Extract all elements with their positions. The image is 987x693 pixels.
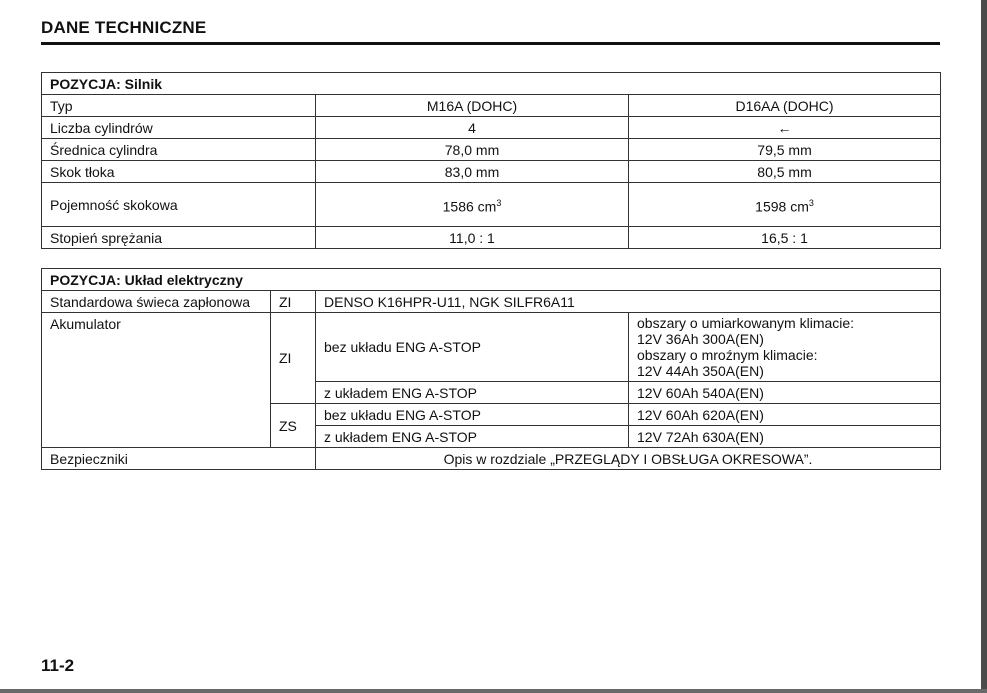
- table-row: [42, 183, 941, 227]
- same-as-left-arrow: ←: [629, 117, 941, 139]
- row-label: Typ: [42, 95, 316, 117]
- table-row: [42, 291, 941, 313]
- engine-spec-table: [41, 72, 941, 249]
- table-row: [42, 313, 941, 382]
- table-row: [42, 95, 941, 117]
- battery-variant: z układem ENG A-STOP: [316, 426, 629, 448]
- page-edge-shadow: [981, 0, 987, 693]
- table-row: [42, 448, 941, 470]
- displacement-value: 1598 cm: [755, 198, 809, 215]
- m16a-value: 78,0 mm: [316, 139, 629, 161]
- battery-variant: bez układu ENG A-STOP: [316, 404, 629, 426]
- table-header-row: [42, 73, 941, 95]
- row-label: Standardowa świeca zapłonowa: [42, 291, 271, 313]
- d16aa-value: D16AA (DOHC): [629, 95, 941, 117]
- row-label: Średnica cylindra: [42, 139, 316, 161]
- unit-exponent: 3: [496, 197, 502, 208]
- table-row: [42, 139, 941, 161]
- d16aa-value: [629, 183, 941, 227]
- engine-code: ZS: [271, 404, 316, 448]
- title-rule: [41, 42, 940, 45]
- page-title: DANE TECHNICZNE: [41, 18, 207, 37]
- m16a-value: [316, 183, 629, 227]
- row-label: Bezpieczniki: [42, 448, 316, 470]
- section-heading: POZYCJA: Silnik: [42, 73, 941, 95]
- displacement-value: 1586 cm: [442, 198, 497, 215]
- m16a-value: M16A (DOHC): [316, 95, 629, 117]
- d16aa-value: 80,5 mm: [629, 161, 941, 183]
- battery-value: 12V 72Ah 630A(EN): [629, 426, 941, 448]
- d16aa-value: 16,5 : 1: [629, 227, 941, 249]
- battery-value: obszary o umiarkowanym klimacie: 12V 36Ah 300A(EN) obszary o mroźnym klimacie: 12V 44Ah 350A(EN): [629, 313, 941, 382]
- row-label: Pojemność skokowa: [42, 183, 316, 227]
- spark-plug-value: DENSO K16HPR-U11, NGK SILFR6A11: [316, 291, 941, 313]
- engine-code: ZI: [271, 313, 316, 404]
- row-label: Liczba cylindrów: [42, 117, 316, 139]
- m16a-value: 11,0 : 1: [316, 227, 629, 249]
- table-header-row: [42, 269, 941, 291]
- d16aa-value: 79,5 mm: [629, 139, 941, 161]
- m16a-value: 4: [316, 117, 629, 139]
- m16a-value: 83,0 mm: [316, 161, 629, 183]
- battery-variant: z układem ENG A-STOP: [316, 382, 629, 404]
- table-row: [42, 117, 941, 139]
- battery-value: 12V 60Ah 620A(EN): [629, 404, 941, 426]
- table-row: [42, 227, 941, 249]
- table-row: [42, 161, 941, 183]
- row-label: Stopień sprężania: [42, 227, 316, 249]
- electrical-spec-table: [41, 268, 941, 470]
- battery-variant: bez układu ENG A-STOP: [316, 313, 629, 382]
- fuses-value: Opis w rozdziale „PRZEGLĄDY I OBSŁUGA OKRESOWA”.: [316, 448, 941, 470]
- section-heading: POZYCJA: Układ elektryczny: [42, 269, 941, 291]
- row-label: Akumulator: [42, 313, 271, 448]
- page-number: 11-2: [41, 656, 75, 675]
- row-label: Skok tłoka: [42, 161, 316, 183]
- unit-exponent: 3: [808, 197, 814, 208]
- page-bottom-shadow: [0, 689, 987, 693]
- engine-code: ZI: [271, 291, 316, 313]
- battery-value: 12V 60Ah 540A(EN): [629, 382, 941, 404]
